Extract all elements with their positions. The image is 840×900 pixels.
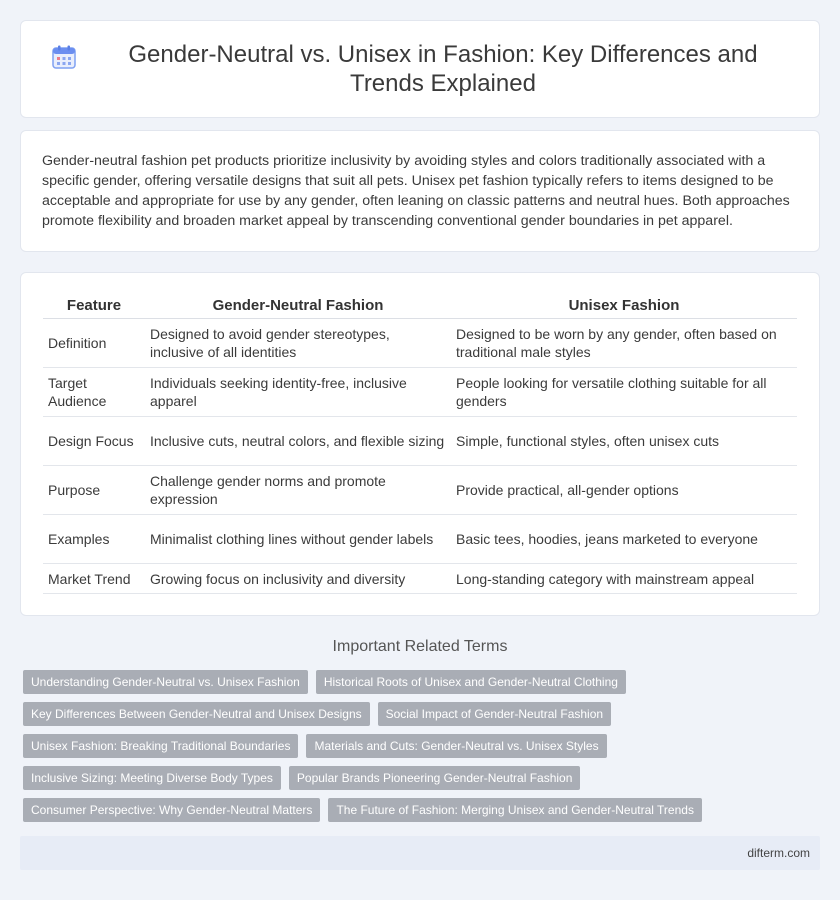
related-term-tag[interactable]: Consumer Perspective: Why Gender-Neutral Matters	[23, 798, 320, 822]
footer-site-link[interactable]: difterm.com	[747, 846, 810, 860]
table-cell: Purpose	[43, 466, 145, 515]
table-cell: Designed to avoid gender stereotypes, inclusive of all identities	[145, 319, 451, 368]
table-header-feature: Feature	[43, 295, 145, 319]
related-terms-tags	[0, 670, 840, 822]
comparison-table-card	[20, 272, 820, 616]
related-term-tag[interactable]: Key Differences Between Gender-Neutral and Unisex Designs	[23, 702, 370, 726]
table-row	[43, 564, 797, 594]
intro-card	[20, 130, 820, 252]
table-cell: Examples	[43, 515, 145, 564]
header-card	[20, 20, 820, 118]
related-terms-heading: Important Related Terms	[332, 638, 508, 655]
table-cell: Individuals seeking identity-free, inclusive apparel	[145, 368, 451, 417]
table-cell: People looking for versatile clothing suitable for all genders	[451, 368, 797, 417]
table-cell: Simple, functional styles, often unisex cuts	[451, 417, 797, 466]
table-cell: Minimalist clothing lines without gender labels	[145, 515, 451, 564]
table-cell: Target Audience	[43, 368, 145, 417]
table-cell: Inclusive cuts, neutral colors, and flexible sizing	[145, 417, 451, 466]
table-row	[43, 417, 797, 466]
table-cell: Challenge gender norms and promote expression	[145, 466, 451, 515]
header-inner	[51, 40, 789, 98]
table-row	[43, 319, 797, 368]
page-title: Gender-Neutral vs. Unisex in Fashion: Key Differences and Trends Explained	[128, 41, 758, 97]
related-terms-section	[0, 638, 840, 822]
intro-paragraph: Gender-neutral fashion pet products prioritize inclusivity by avoiding styles and colors traditionally associated with a specific gender, offering versatile designs that suit all pets. Unisex pet fashion typically refers to items designed to be acceptable and appropriate for use by any gender, often leaning on classic patterns and neutral hues. Both approaches promote flexibility and broaden market appeal by transcending conventional gender boundaries in pet apparel.	[42, 153, 790, 229]
table-cell: Basic tees, hoodies, jeans marketed to everyone	[451, 515, 797, 564]
table-row	[43, 466, 797, 515]
footer	[20, 836, 820, 870]
related-term-tag[interactable]: Unisex Fashion: Breaking Traditional Boundaries	[23, 734, 298, 758]
related-term-tag[interactable]: Social Impact of Gender-Neutral Fashion	[378, 702, 611, 726]
related-term-tag[interactable]: Inclusive Sizing: Meeting Diverse Body Types	[23, 766, 281, 790]
table-cell: Long-standing category with mainstream appeal	[451, 564, 797, 594]
table-header-unisex: Unisex Fashion	[451, 295, 797, 319]
table-row	[43, 515, 797, 564]
table-row	[43, 368, 797, 417]
table-cell: Designed to be worn by any gender, often based on traditional male styles	[451, 319, 797, 368]
related-term-tag[interactable]: Materials and Cuts: Gender-Neutral vs. Unisex Styles	[306, 734, 606, 758]
related-term-tag[interactable]: The Future of Fashion: Merging Unisex and Gender-Neutral Trends	[328, 798, 702, 822]
related-term-tag[interactable]: Popular Brands Pioneering Gender-Neutral Fashion	[289, 766, 581, 790]
table-cell: Provide practical, all-gender options	[451, 466, 797, 515]
table-cell: Design Focus	[43, 417, 145, 466]
comparison-table	[43, 295, 797, 594]
table-cell: Growing focus on inclusivity and diversity	[145, 564, 451, 594]
table-header-gender-neutral: Gender-Neutral Fashion	[145, 295, 451, 319]
calendar-icon	[51, 44, 77, 70]
related-term-tag[interactable]: Historical Roots of Unisex and Gender-Neutral Clothing	[316, 670, 626, 694]
table-cell: Definition	[43, 319, 145, 368]
table-header-row	[43, 295, 797, 319]
related-term-tag[interactable]: Understanding Gender-Neutral vs. Unisex Fashion	[23, 670, 308, 694]
table-cell: Market Trend	[43, 564, 145, 594]
